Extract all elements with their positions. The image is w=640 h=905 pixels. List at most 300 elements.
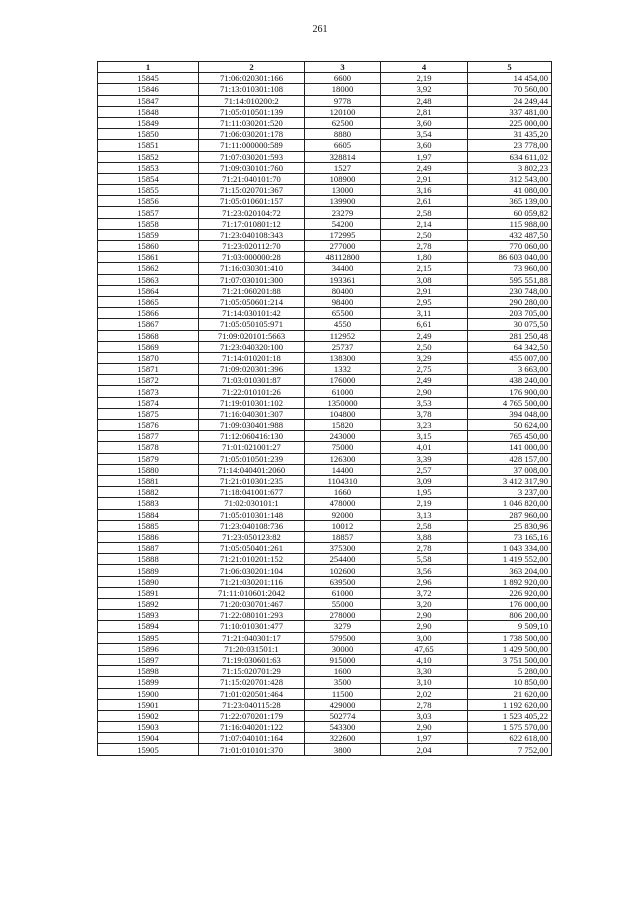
row-number-cell: 15854 <box>98 173 199 184</box>
area-cell: 11500 <box>305 688 381 699</box>
value-cell: 634 611,02 <box>468 151 552 162</box>
area-cell: 48112800 <box>305 252 381 263</box>
row-number-cell: 15850 <box>98 129 199 140</box>
rate-cell: 2,58 <box>381 520 468 531</box>
rate-cell: 2,57 <box>381 464 468 475</box>
area-cell: 15820 <box>305 420 381 431</box>
row-number-cell: 15892 <box>98 599 199 610</box>
row-number-cell: 15902 <box>98 710 199 721</box>
table-row <box>98 654 552 665</box>
rate-cell: 2,50 <box>381 229 468 240</box>
cadastral-number-cell: 71:19:030601:63 <box>199 654 305 665</box>
value-cell: 3 663,00 <box>468 364 552 375</box>
table-row <box>98 117 552 128</box>
table-row <box>98 263 552 274</box>
row-number-cell: 15872 <box>98 375 199 386</box>
value-cell: 31 435,20 <box>468 129 552 140</box>
rate-cell: 3,29 <box>381 352 468 363</box>
row-number-cell: 15880 <box>98 464 199 475</box>
table-row <box>98 241 552 252</box>
row-number-cell: 15863 <box>98 274 199 285</box>
rate-cell: 2,91 <box>381 285 468 296</box>
table-row <box>98 554 552 565</box>
page-number: 261 <box>312 24 328 35</box>
rate-cell: 2,90 <box>381 386 468 397</box>
cadastral-number-cell: 71:11:000000:589 <box>199 140 305 151</box>
area-cell: 23279 <box>305 207 381 218</box>
table-row <box>98 352 552 363</box>
value-cell: 60 059,82 <box>468 207 552 218</box>
cadastral-number-cell: 71:18:041001:677 <box>199 487 305 498</box>
row-number-cell: 15849 <box>98 117 199 128</box>
cadastral-number-cell: 71:16:040201:122 <box>199 722 305 733</box>
cadastral-number-cell: 71:07:030201:593 <box>199 151 305 162</box>
rate-cell: 3,56 <box>381 565 468 576</box>
cadastral-number-cell: 71:01:021001:27 <box>199 442 305 453</box>
cadastral-number-cell: 71:05:010501:139 <box>199 106 305 117</box>
cadastral-number-cell: 71:22:080101:293 <box>199 610 305 621</box>
table-row <box>98 252 552 263</box>
value-cell: 3 237,00 <box>468 487 552 498</box>
row-number-cell: 15905 <box>98 744 199 755</box>
row-number-cell: 15857 <box>98 207 199 218</box>
value-cell: 225 000,00 <box>468 117 552 128</box>
row-number-cell: 15852 <box>98 151 199 162</box>
table-row <box>98 543 552 554</box>
value-cell: 1 575 570,00 <box>468 722 552 733</box>
table-row <box>98 487 552 498</box>
value-cell: 765 450,00 <box>468 431 552 442</box>
value-cell: 226 920,00 <box>468 587 552 598</box>
cadastral-number-cell: 71:20:030701:467 <box>199 599 305 610</box>
area-cell: 375300 <box>305 543 381 554</box>
row-number-cell: 15845 <box>98 73 199 84</box>
table-row <box>98 73 552 84</box>
area-cell: 80400 <box>305 285 381 296</box>
cadastral-number-cell: 71:15:020701:29 <box>199 666 305 677</box>
cadastral-number-cell: 71:21:040101:70 <box>199 173 305 184</box>
cadastral-number-cell: 71:23:050123:82 <box>199 531 305 542</box>
area-cell: 18857 <box>305 531 381 542</box>
cadastral-number-cell: 71:05:010301:148 <box>199 509 305 520</box>
area-cell: 254400 <box>305 554 381 565</box>
table-row <box>98 464 552 475</box>
row-number-cell: 15890 <box>98 576 199 587</box>
table-row <box>98 386 552 397</box>
area-cell: 104800 <box>305 408 381 419</box>
area-cell: 14400 <box>305 464 381 475</box>
rate-cell: 3,13 <box>381 509 468 520</box>
value-cell: 622 618,00 <box>468 733 552 744</box>
row-number-cell: 15903 <box>98 722 199 733</box>
column-header-4: 4 <box>381 62 468 73</box>
rate-cell: 2,48 <box>381 95 468 106</box>
row-number-cell: 15877 <box>98 431 199 442</box>
rate-cell: 47,65 <box>381 643 468 654</box>
area-cell: 277000 <box>305 241 381 252</box>
rate-cell: 2,95 <box>381 296 468 307</box>
cadastral-number-cell: 71:11:030201:520 <box>199 117 305 128</box>
value-cell: 290 280,00 <box>468 296 552 307</box>
row-number-cell: 15853 <box>98 162 199 173</box>
rate-cell: 3,03 <box>381 710 468 721</box>
table-row <box>98 364 552 375</box>
area-cell: 102600 <box>305 565 381 576</box>
row-number-cell: 15885 <box>98 520 199 531</box>
area-cell: 18000 <box>305 84 381 95</box>
cadastral-number-cell: 71:05:010501:239 <box>199 453 305 464</box>
value-cell: 312 543,00 <box>468 173 552 184</box>
rate-cell: 4,01 <box>381 442 468 453</box>
table-row <box>98 722 552 733</box>
row-number-cell: 15889 <box>98 565 199 576</box>
value-cell: 24 249,44 <box>468 95 552 106</box>
rate-cell: 3,11 <box>381 308 468 319</box>
rate-cell: 3,53 <box>381 397 468 408</box>
cadastral-number-cell: 71:05:050105:971 <box>199 319 305 330</box>
cadastral-number-cell: 71:10:010301:477 <box>199 621 305 632</box>
table-row <box>98 643 552 654</box>
row-number-cell: 15848 <box>98 106 199 117</box>
area-cell: 54200 <box>305 218 381 229</box>
row-number-cell: 15878 <box>98 442 199 453</box>
area-cell: 1660 <box>305 487 381 498</box>
rate-cell: 3,60 <box>381 140 468 151</box>
area-cell: 139900 <box>305 196 381 207</box>
row-number-cell: 15887 <box>98 543 199 554</box>
rate-cell: 3,08 <box>381 274 468 285</box>
area-cell: 1600 <box>305 666 381 677</box>
cadastral-number-cell: 71:13:010301:108 <box>199 84 305 95</box>
cadastral-number-cell: 71:15:020701:428 <box>199 677 305 688</box>
table-row <box>98 442 552 453</box>
row-number-cell: 15861 <box>98 252 199 263</box>
data-table <box>97 61 552 756</box>
row-number-cell: 15895 <box>98 632 199 643</box>
table-row <box>98 173 552 184</box>
cadastral-number-cell: 71:07:030101:300 <box>199 274 305 285</box>
value-cell: 1 892 920,00 <box>468 576 552 587</box>
table-row <box>98 408 552 419</box>
cadastral-number-cell: 71:19:010301:102 <box>199 397 305 408</box>
table-row <box>98 666 552 677</box>
rate-cell: 3,30 <box>381 666 468 677</box>
value-cell: 3 751 500,00 <box>468 654 552 665</box>
table-row <box>98 610 552 621</box>
area-cell: 639500 <box>305 576 381 587</box>
row-number-cell: 15859 <box>98 229 199 240</box>
rate-cell: 3,09 <box>381 475 468 486</box>
rate-cell: 1,80 <box>381 252 468 263</box>
value-cell: 21 620,00 <box>468 688 552 699</box>
cadastral-number-cell: 71:07:040101:164 <box>199 733 305 744</box>
cadastral-number-cell: 71:23:020104:72 <box>199 207 305 218</box>
row-number-cell: 15860 <box>98 241 199 252</box>
row-number-cell: 15855 <box>98 185 199 196</box>
rate-cell: 2,02 <box>381 688 468 699</box>
cadastral-number-cell: 71:05:050401:261 <box>199 543 305 554</box>
area-cell: 138300 <box>305 352 381 363</box>
row-number-cell: 15888 <box>98 554 199 565</box>
value-cell: 41 080,00 <box>468 185 552 196</box>
value-cell: 14 454,00 <box>468 73 552 84</box>
cadastral-number-cell: 71:09:020301:396 <box>199 364 305 375</box>
cadastral-number-cell: 71:16:030301:410 <box>199 263 305 274</box>
rate-cell: 6,61 <box>381 319 468 330</box>
area-cell: 4550 <box>305 319 381 330</box>
table-row <box>98 84 552 95</box>
table-row <box>98 196 552 207</box>
table-row <box>98 632 552 643</box>
table-header-row <box>98 62 552 73</box>
area-cell: 55000 <box>305 599 381 610</box>
row-number-cell: 15884 <box>98 509 199 520</box>
table-row <box>98 229 552 240</box>
area-cell: 98400 <box>305 296 381 307</box>
row-number-cell: 15869 <box>98 341 199 352</box>
cadastral-number-cell: 71:05:050601:214 <box>199 296 305 307</box>
table-row <box>98 95 552 106</box>
row-number-cell: 15864 <box>98 285 199 296</box>
cadastral-number-cell: 71:21:040301:17 <box>199 632 305 643</box>
rate-cell: 3,15 <box>381 431 468 442</box>
table-row <box>98 576 552 587</box>
cadastral-number-cell: 71:03:010301:87 <box>199 375 305 386</box>
value-cell: 73 165,16 <box>468 531 552 542</box>
cadastral-number-cell: 71:16:040301:307 <box>199 408 305 419</box>
area-cell: 1104310 <box>305 475 381 486</box>
area-cell: 579500 <box>305 632 381 643</box>
area-cell: 429000 <box>305 699 381 710</box>
area-cell: 108900 <box>305 173 381 184</box>
rate-cell: 2,90 <box>381 621 468 632</box>
value-cell: 9 509,10 <box>468 621 552 632</box>
row-number-cell: 15886 <box>98 531 199 542</box>
row-number-cell: 15881 <box>98 475 199 486</box>
column-header-1: 1 <box>98 62 199 73</box>
rate-cell: 3,23 <box>381 420 468 431</box>
row-number-cell: 15874 <box>98 397 199 408</box>
table-row <box>98 565 552 576</box>
table-row <box>98 330 552 341</box>
value-cell: 3 802,23 <box>468 162 552 173</box>
row-number-cell: 15873 <box>98 386 199 397</box>
rate-cell: 2,49 <box>381 330 468 341</box>
table-row <box>98 341 552 352</box>
value-cell: 115 988,00 <box>468 218 552 229</box>
table-row <box>98 308 552 319</box>
column-header-2: 2 <box>199 62 305 73</box>
rate-cell: 3,16 <box>381 185 468 196</box>
value-cell: 86 603 040,00 <box>468 252 552 263</box>
cadastral-number-cell: 71:21:030201:116 <box>199 576 305 587</box>
rate-cell: 2,04 <box>381 744 468 755</box>
cadastral-number-cell: 71:01:010101:370 <box>199 744 305 755</box>
table-row <box>98 677 552 688</box>
area-cell: 915000 <box>305 654 381 665</box>
row-number-cell: 15893 <box>98 610 199 621</box>
value-cell: 806 200,00 <box>468 610 552 621</box>
row-number-cell: 15867 <box>98 319 199 330</box>
rate-cell: 2,90 <box>381 610 468 621</box>
area-cell: 3800 <box>305 744 381 755</box>
value-cell: 30 075,50 <box>468 319 552 330</box>
value-cell: 1 738 500,00 <box>468 632 552 643</box>
cadastral-number-cell: 71:12:060416:130 <box>199 431 305 442</box>
row-number-cell: 15871 <box>98 364 199 375</box>
value-cell: 1 523 405,22 <box>468 710 552 721</box>
area-cell: 9778 <box>305 95 381 106</box>
rate-cell: 3,20 <box>381 599 468 610</box>
rate-cell: 2,78 <box>381 241 468 252</box>
table-row <box>98 599 552 610</box>
table-row <box>98 498 552 509</box>
cadastral-number-cell: 71:23:040108:343 <box>199 229 305 240</box>
value-cell: 73 960,00 <box>468 263 552 274</box>
table-row <box>98 710 552 721</box>
rate-cell: 2,58 <box>381 207 468 218</box>
value-cell: 770 060,00 <box>468 241 552 252</box>
column-header-3: 3 <box>305 62 381 73</box>
cadastral-number-cell: 71:14:040401:2060 <box>199 464 305 475</box>
table-row <box>98 106 552 117</box>
row-number-cell: 15866 <box>98 308 199 319</box>
value-cell: 23 778,00 <box>468 140 552 151</box>
table-row <box>98 587 552 598</box>
cadastral-number-cell: 71:23:040115:28 <box>199 699 305 710</box>
table-row <box>98 531 552 542</box>
rate-cell: 1,95 <box>381 487 468 498</box>
rate-cell: 2,49 <box>381 162 468 173</box>
rate-cell: 3,00 <box>381 632 468 643</box>
value-cell: 1 043 334,00 <box>468 543 552 554</box>
value-cell: 5 280,00 <box>468 666 552 677</box>
area-cell: 62500 <box>305 117 381 128</box>
cadastral-number-cell: 71:05:010601:157 <box>199 196 305 207</box>
rate-cell: 2,61 <box>381 196 468 207</box>
rate-cell: 2,50 <box>381 341 468 352</box>
rate-cell: 3,60 <box>381 117 468 128</box>
cadastral-number-cell: 71:21:010301:235 <box>199 475 305 486</box>
area-cell: 502774 <box>305 710 381 721</box>
rate-cell: 2,78 <box>381 543 468 554</box>
table-row <box>98 431 552 442</box>
table-row <box>98 151 552 162</box>
area-cell: 328814 <box>305 151 381 162</box>
value-cell: 176 000,00 <box>468 599 552 610</box>
area-cell: 10012 <box>305 520 381 531</box>
area-cell: 112952 <box>305 330 381 341</box>
row-number-cell: 15897 <box>98 654 199 665</box>
value-cell: 363 204,00 <box>468 565 552 576</box>
table-row <box>98 375 552 386</box>
area-cell: 61000 <box>305 587 381 598</box>
value-cell: 1 046 820,00 <box>468 498 552 509</box>
rate-cell: 2,91 <box>381 173 468 184</box>
table-row <box>98 140 552 151</box>
rate-cell: 1,97 <box>381 733 468 744</box>
row-number-cell: 15899 <box>98 677 199 688</box>
value-cell: 1 429 500,00 <box>468 643 552 654</box>
area-cell: 75000 <box>305 442 381 453</box>
row-number-cell: 15862 <box>98 263 199 274</box>
area-cell: 30000 <box>305 643 381 654</box>
rate-cell: 2,19 <box>381 498 468 509</box>
value-cell: 432 487,50 <box>468 229 552 240</box>
cadastral-number-cell: 71:14:010201:18 <box>199 352 305 363</box>
area-cell: 1527 <box>305 162 381 173</box>
row-number-cell: 15865 <box>98 296 199 307</box>
area-cell: 34400 <box>305 263 381 274</box>
area-cell: 120100 <box>305 106 381 117</box>
area-cell: 3279 <box>305 621 381 632</box>
table-row <box>98 218 552 229</box>
value-cell: 37 008,00 <box>468 464 552 475</box>
row-number-cell: 15875 <box>98 408 199 419</box>
value-cell: 281 250,48 <box>468 330 552 341</box>
row-number-cell: 15883 <box>98 498 199 509</box>
cadastral-number-cell: 71:01:020501:464 <box>199 688 305 699</box>
cadastral-number-cell: 71:02:030101:1 <box>199 498 305 509</box>
table-row <box>98 162 552 173</box>
value-cell: 230 748,00 <box>468 285 552 296</box>
value-cell: 438 240,00 <box>468 375 552 386</box>
table-row <box>98 397 552 408</box>
rate-cell: 2,49 <box>381 375 468 386</box>
row-number-cell: 15870 <box>98 352 199 363</box>
row-number-cell: 15846 <box>98 84 199 95</box>
cadastral-number-cell: 71:23:020112:70 <box>199 241 305 252</box>
area-cell: 6605 <box>305 140 381 151</box>
table-row <box>98 520 552 531</box>
table-row <box>98 621 552 632</box>
rate-cell: 2,75 <box>381 364 468 375</box>
rate-cell: 3,78 <box>381 408 468 419</box>
row-number-cell: 15851 <box>98 140 199 151</box>
area-cell: 126300 <box>305 453 381 464</box>
table-row <box>98 688 552 699</box>
rate-cell: 3,39 <box>381 453 468 464</box>
value-cell: 4 765 500,00 <box>468 397 552 408</box>
value-cell: 203 705,00 <box>468 308 552 319</box>
table-row <box>98 453 552 464</box>
value-cell: 25 830,96 <box>468 520 552 531</box>
value-cell: 287 960,00 <box>468 509 552 520</box>
row-number-cell: 15847 <box>98 95 199 106</box>
cadastral-number-cell: 71:21:010201:152 <box>199 554 305 565</box>
cadastral-number-cell: 71:09:030101:760 <box>199 162 305 173</box>
rate-cell: 3,54 <box>381 129 468 140</box>
row-number-cell: 15904 <box>98 733 199 744</box>
area-cell: 172995 <box>305 229 381 240</box>
table-row <box>98 185 552 196</box>
table-row <box>98 296 552 307</box>
area-cell: 243000 <box>305 431 381 442</box>
cadastral-number-cell: 71:11:010601:2042 <box>199 587 305 598</box>
row-number-cell: 15879 <box>98 453 199 464</box>
table-row <box>98 699 552 710</box>
table-row <box>98 207 552 218</box>
table-row <box>98 744 552 755</box>
row-number-cell: 15891 <box>98 587 199 598</box>
rate-cell: 2,78 <box>381 699 468 710</box>
area-cell: 3500 <box>305 677 381 688</box>
cadastral-number-cell: 71:23:040320:100 <box>199 341 305 352</box>
value-cell: 64 342,50 <box>468 341 552 352</box>
cadastral-number-cell: 71:06:020301:166 <box>199 73 305 84</box>
value-cell: 337 481,00 <box>468 106 552 117</box>
rate-cell: 2,15 <box>381 263 468 274</box>
